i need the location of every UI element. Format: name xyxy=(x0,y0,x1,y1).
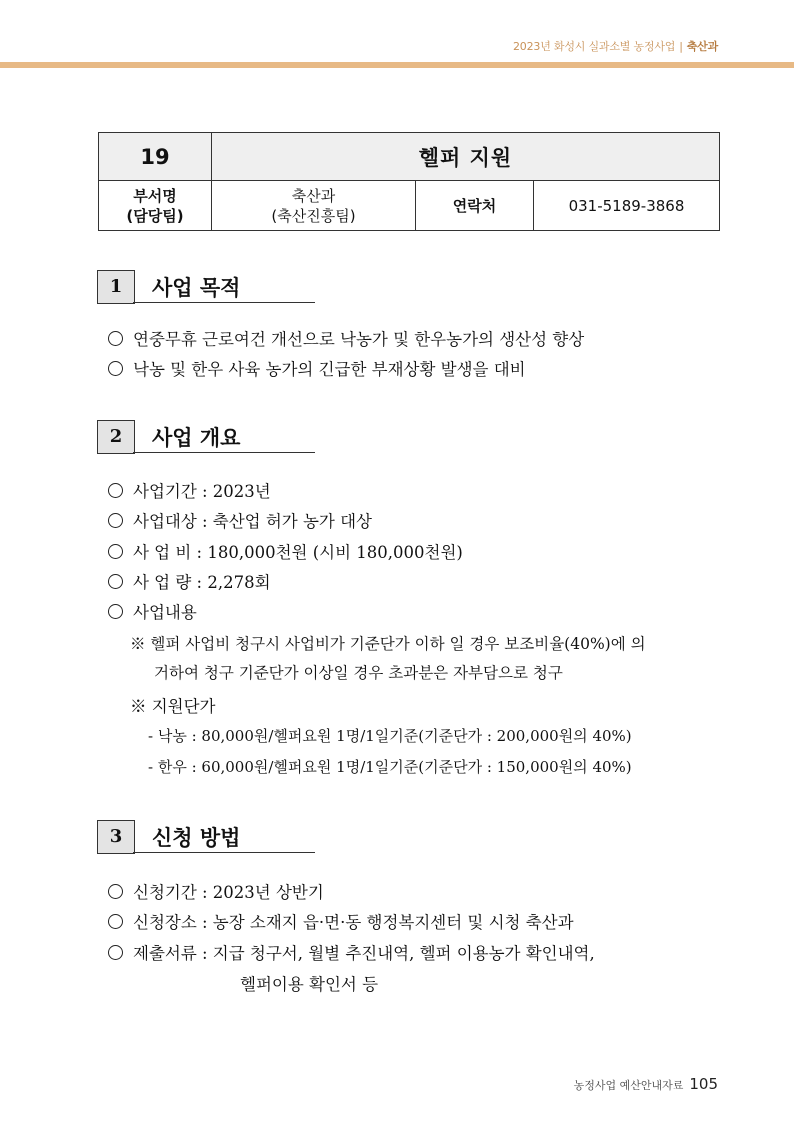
circle-bullet-icon xyxy=(108,945,123,960)
program-number: 19 xyxy=(99,133,212,181)
header-section: 축산과 xyxy=(686,40,718,53)
contact-label: 연락처 xyxy=(416,181,534,231)
overview-content: 사업내용 xyxy=(108,599,197,623)
unit-price-hanwoo: - 한우 : 60,000원/헬퍼요원 1명/1일기준(기준단가 : 150,000원의 40%) xyxy=(148,758,632,776)
section-number: 3 xyxy=(97,820,135,854)
section-underline xyxy=(133,852,315,853)
section-underline xyxy=(133,452,315,453)
running-header xyxy=(513,38,718,54)
section-underline xyxy=(133,302,315,303)
contact-value: 031-5189-3868 xyxy=(534,181,720,231)
note-claim-line1: ※ 헬퍼 사업비 청구시 사업비가 기준단가 이하 일 경우 보조비율(40%)에 의 xyxy=(130,635,646,653)
purpose-item-2: 낙농 및 한우 사육 농가의 긴급한 부재상황 발생을 대비 xyxy=(108,356,526,380)
note-unit-price: ※ 지원단가 xyxy=(130,697,216,716)
page-number: 105 xyxy=(689,1075,718,1093)
dept-value-line2: (축산진흥팀) xyxy=(271,206,356,225)
program-title: 헬퍼 지원 xyxy=(212,133,720,181)
circle-bullet-icon xyxy=(108,361,123,376)
circle-bullet-icon xyxy=(108,914,123,929)
note-claim-line2: 거하여 청구 기준단가 이상일 경우 초과분은 자부담으로 청구 xyxy=(154,664,563,682)
section-number: 2 xyxy=(97,420,135,454)
overview-target: 사업대상 : 축산업 허가 농가 대상 xyxy=(108,508,372,532)
circle-bullet-icon xyxy=(108,331,123,346)
circle-bullet-icon xyxy=(108,544,123,559)
info-table xyxy=(98,132,720,231)
dept-label-line2: (담당팀) xyxy=(126,206,184,225)
section-number: 1 xyxy=(97,270,135,304)
overview-period: 사업기간 : 2023년 xyxy=(108,478,271,502)
unit-price-dairy: - 낙농 : 80,000원/헬퍼요원 1명/1일기준(기준단가 : 200,000원의 40%) xyxy=(148,727,632,745)
dept-value-line1: 축산과 xyxy=(291,186,336,205)
page-footer xyxy=(574,1075,718,1093)
application-docs-line2: 헬퍼이용 확인서 등 xyxy=(240,975,379,994)
circle-bullet-icon xyxy=(108,483,123,498)
header-bar xyxy=(0,62,794,68)
application-docs: 제출서류 : 지급 청구서, 월별 추진내역, 헬퍼 이용농가 확인내역, xyxy=(108,940,595,964)
circle-bullet-icon xyxy=(108,513,123,528)
header-doc-title: 2023년 화성시 실과소별 농정사업 xyxy=(513,40,676,53)
header-separator: | xyxy=(679,40,683,53)
purpose-item-1: 연중무휴 근로여건 개선으로 낙농가 및 한우농가의 생산성 향상 xyxy=(108,326,584,350)
application-place: 신청장소 : 농장 소재지 읍·면·동 행정복지센터 및 시청 축산과 xyxy=(108,909,574,933)
dept-label-line1: 부서명 xyxy=(133,186,177,205)
dept-label xyxy=(99,181,212,231)
application-period: 신청기간 : 2023년 상반기 xyxy=(108,879,324,903)
overview-quantity: 사 업 량 : 2,278회 xyxy=(108,569,271,593)
overview-budget: 사 업 비 : 180,000천원 (시비 180,000천원) xyxy=(108,539,463,563)
section-title: 사업 개요 xyxy=(152,426,241,450)
footer-label: 농정사업 예산안내자료 xyxy=(573,1079,684,1092)
dept-value xyxy=(212,181,416,231)
section-title: 사업 목적 xyxy=(152,276,241,300)
circle-bullet-icon xyxy=(108,574,123,589)
circle-bullet-icon xyxy=(108,884,123,899)
section-title: 신청 방법 xyxy=(152,826,241,850)
circle-bullet-icon xyxy=(108,604,123,619)
